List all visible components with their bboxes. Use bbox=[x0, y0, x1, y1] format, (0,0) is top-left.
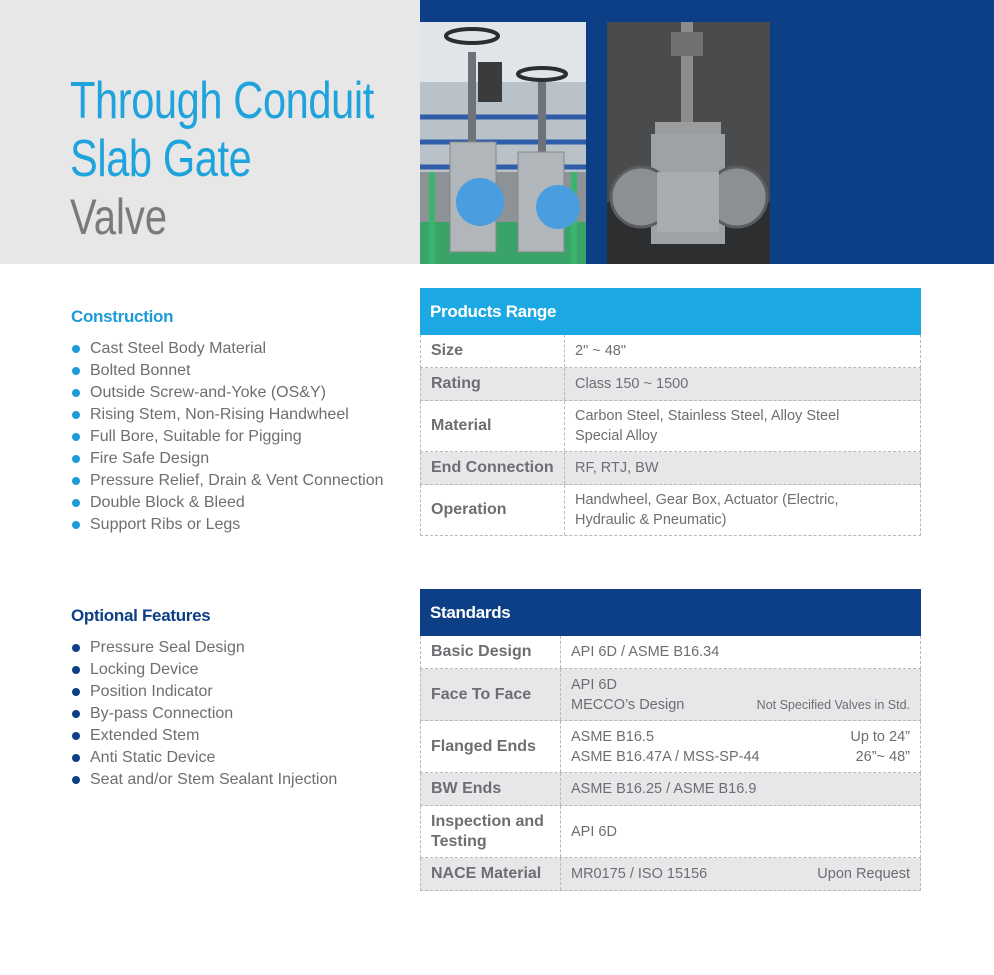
row-value bbox=[565, 485, 920, 535]
bullet-icon bbox=[72, 688, 80, 696]
list-item bbox=[72, 514, 383, 536]
row-value bbox=[561, 858, 920, 890]
optional-features-heading: Optional Features bbox=[71, 606, 211, 625]
bullet-icon bbox=[72, 521, 80, 529]
value-text: API 6D / ASME B16.34 bbox=[571, 644, 720, 660]
row-value bbox=[561, 636, 920, 668]
table-row bbox=[420, 669, 921, 721]
table-row bbox=[420, 485, 921, 536]
row-label: Inspection and Testing bbox=[421, 806, 561, 857]
list-item-text: Position Indicator bbox=[90, 683, 213, 700]
value-text: MECCO’s Design bbox=[571, 696, 685, 713]
table-row bbox=[420, 452, 921, 485]
value-line bbox=[571, 675, 910, 695]
value-note: 26”~ 48” bbox=[855, 748, 910, 765]
value-line bbox=[571, 747, 910, 767]
row-value bbox=[561, 669, 920, 720]
bullet-icon bbox=[72, 411, 80, 419]
value-line bbox=[571, 864, 910, 884]
page-title bbox=[70, 72, 450, 246]
row-label: Flanged Ends bbox=[421, 721, 561, 772]
list-item bbox=[72, 338, 383, 360]
standards-table bbox=[420, 589, 921, 891]
bullet-icon bbox=[72, 666, 80, 674]
products-range-table bbox=[420, 288, 921, 536]
row-value bbox=[561, 721, 920, 772]
bullet-icon bbox=[72, 455, 80, 463]
table-row bbox=[420, 773, 921, 806]
row-value bbox=[561, 806, 920, 857]
list-item bbox=[72, 360, 383, 382]
optional-features-list bbox=[72, 637, 337, 791]
standards-header: Standards bbox=[420, 589, 921, 636]
value-line: RF, RTJ, BW bbox=[575, 460, 659, 476]
value-line bbox=[571, 779, 910, 799]
factory-valves-photo bbox=[420, 22, 586, 264]
value-line: Special Alloy bbox=[575, 428, 658, 444]
bullet-icon bbox=[72, 345, 80, 353]
list-item bbox=[72, 382, 383, 404]
list-item bbox=[72, 426, 383, 448]
bullet-icon bbox=[72, 644, 80, 652]
value-line: Carbon Steel, Stainless Steel, Alloy Steel bbox=[575, 408, 840, 424]
value-note: Not Specified Valves in Std. bbox=[756, 697, 910, 712]
list-item bbox=[72, 448, 383, 470]
list-item-text: Locking Device bbox=[90, 661, 199, 678]
value-line bbox=[571, 727, 910, 747]
list-item-text: Extended Stem bbox=[90, 727, 200, 744]
value-text: API 6D bbox=[571, 676, 617, 693]
value-line: Class 150 ~ 1500 bbox=[575, 376, 689, 392]
products-range-header: Products Range bbox=[420, 288, 921, 335]
value-line bbox=[571, 695, 910, 715]
row-label: End Connection bbox=[421, 452, 565, 484]
table-row bbox=[420, 858, 921, 891]
bullet-icon bbox=[72, 367, 80, 375]
value-line bbox=[571, 822, 910, 842]
list-item bbox=[72, 470, 383, 492]
list-item bbox=[72, 404, 383, 426]
value-line bbox=[571, 642, 910, 662]
list-item-text: By-pass Connection bbox=[90, 705, 234, 722]
list-item bbox=[72, 659, 337, 681]
list-item-text: Outside Screw-and-Yoke (OS&Y) bbox=[90, 384, 326, 401]
valve-closeup-photo bbox=[607, 22, 770, 264]
bullet-icon bbox=[72, 477, 80, 485]
value-text: ASME B16.25 / ASME B16.9 bbox=[571, 781, 757, 797]
row-value bbox=[565, 452, 920, 484]
bullet-icon bbox=[72, 499, 80, 507]
list-item-text: Seat and/or Stem Sealant Injection bbox=[90, 771, 338, 788]
value-note: Up to 24” bbox=[850, 728, 910, 745]
value-text: ASME B16.5 bbox=[571, 728, 655, 745]
list-item bbox=[72, 769, 337, 791]
bullet-icon bbox=[72, 433, 80, 441]
bullet-icon bbox=[72, 732, 80, 740]
list-item-text: Pressure Relief, Drain & Vent Connection bbox=[90, 472, 384, 489]
table-row bbox=[420, 806, 921, 858]
table-row bbox=[420, 721, 921, 773]
list-item-text: Pressure Seal Design bbox=[90, 639, 245, 656]
row-value bbox=[565, 335, 920, 367]
bullet-icon bbox=[72, 710, 80, 718]
bullet-icon bbox=[72, 754, 80, 762]
row-value bbox=[565, 401, 920, 451]
row-value bbox=[561, 773, 920, 805]
value-line: 2" ~ 48" bbox=[575, 343, 627, 359]
list-item bbox=[72, 747, 337, 769]
table-row bbox=[420, 401, 921, 452]
value-line: Hydraulic & Pneumatic) bbox=[575, 512, 727, 528]
list-item-text: Anti Static Device bbox=[90, 749, 216, 766]
list-item-text: Rising Stem, Non-Rising Handwheel bbox=[90, 406, 349, 423]
row-label: Basic Design bbox=[421, 636, 561, 668]
value-line: Handwheel, Gear Box, Actuator (Electric, bbox=[575, 492, 839, 508]
value-text: ASME B16.47A / MSS-SP-44 bbox=[571, 748, 760, 765]
row-label: Operation bbox=[421, 485, 565, 535]
row-value bbox=[565, 368, 920, 400]
list-item-text: Support Ribs or Legs bbox=[90, 516, 241, 533]
list-item bbox=[72, 703, 337, 725]
construction-heading: Construction bbox=[71, 307, 174, 326]
title-line-2: Slab Gate bbox=[70, 130, 252, 188]
list-item-text: Bolted Bonnet bbox=[90, 362, 191, 379]
bullet-icon bbox=[72, 776, 80, 784]
list-item bbox=[72, 725, 337, 747]
list-item-text: Cast Steel Body Material bbox=[90, 340, 267, 357]
title-line-1: Through Conduit bbox=[70, 72, 374, 130]
table-row bbox=[420, 636, 921, 669]
list-item-text: Double Block & Bleed bbox=[90, 494, 245, 511]
list-item bbox=[72, 681, 337, 703]
table-row bbox=[420, 368, 921, 401]
title-line-3: Valve bbox=[70, 189, 168, 245]
row-label: Size bbox=[421, 335, 565, 367]
value-text: API 6D bbox=[571, 823, 617, 840]
list-item-text: Full Bore, Suitable for Pigging bbox=[90, 428, 302, 445]
bullet-icon bbox=[72, 389, 80, 397]
row-label: BW Ends bbox=[421, 773, 561, 805]
list-item bbox=[72, 492, 383, 514]
row-label: Rating bbox=[421, 368, 565, 400]
value-text: MR0175 / ISO 15156 bbox=[571, 866, 708, 882]
row-label: Face To Face bbox=[421, 669, 561, 720]
list-item-text: Fire Safe Design bbox=[90, 450, 210, 467]
value-note: Upon Request bbox=[817, 866, 910, 882]
row-label: NACE Material bbox=[421, 858, 561, 890]
list-item bbox=[72, 637, 337, 659]
table-row bbox=[420, 335, 921, 368]
construction-list bbox=[72, 338, 383, 536]
row-label: Material bbox=[421, 401, 565, 451]
